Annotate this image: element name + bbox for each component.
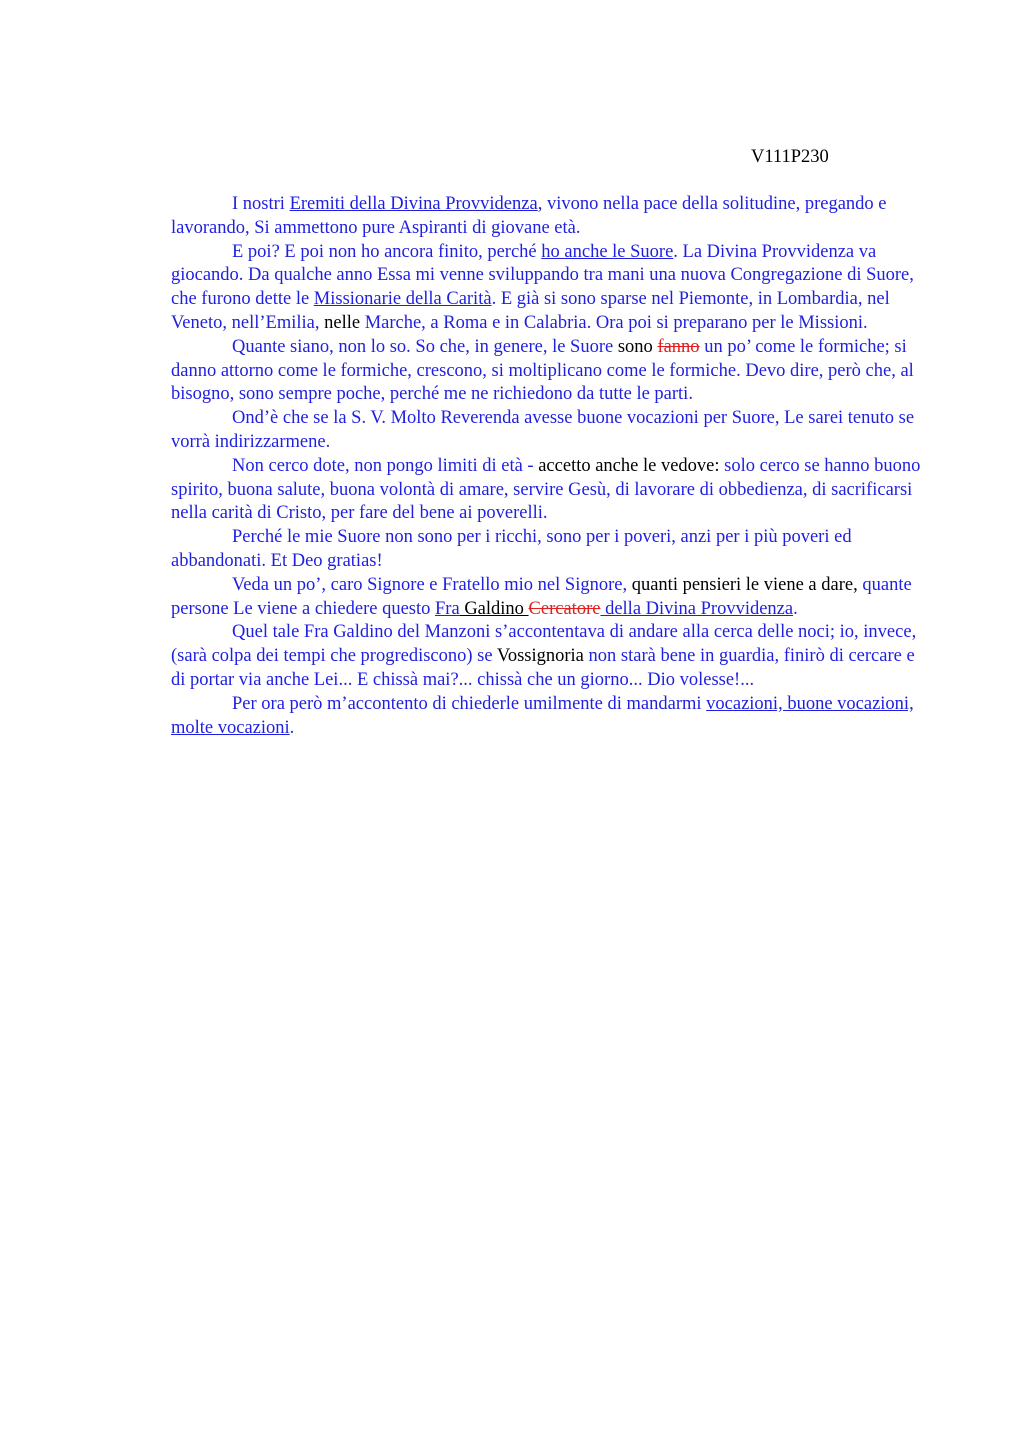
black-text: accetto anche le vedove: <box>538 455 720 476</box>
letter-body <box>171 193 931 740</box>
paragraph <box>171 193 931 241</box>
underlined-text: della Divina Provvidenza <box>600 598 794 619</box>
underlined-text: Eremiti della Divina Provvidenza <box>289 194 538 214</box>
underlined-text: Missionarie della Carità <box>313 289 492 310</box>
paragraph <box>171 455 931 526</box>
paragraph <box>171 407 931 455</box>
deleted-text: fanno <box>657 336 700 357</box>
page-identifier: V111P230 <box>751 147 829 167</box>
text-segment: un po’ come le formiche; si danno attorno come le formiche, crescono, si moltiplicano come le formiche. Devo dire, però che, al bisogno, sono sempre poche, perché me ne richiedono da tutte le parti. <box>171 336 914 405</box>
paragraph <box>171 574 931 622</box>
text-segment: . E già si sono sparse nel Piemonte, in Lombardia, nel Veneto, nell’Emilia, <box>171 289 890 333</box>
text-segment: Marche, a Roma e in Calabria. Ora poi si preparano per le Missioni. <box>360 312 868 333</box>
text-segment: non starà bene in guardia, finirò di cercare e di portar via anche Lei... E chissà mai?... chissà che un giorno... Dio volesse!... <box>171 646 915 690</box>
text-segment: Non cerco dote, non pongo limiti di età - <box>232 455 539 476</box>
text-segment: Perché le mie Suore non sono per i ricchi, sono per i poveri, anzi per i più poveri ed abbandonati. Et Deo gratias! <box>171 527 852 571</box>
text-segment: Ond’è che se la S. V. Molto Reverenda avesse buone vocazioni per Suore, Le sarei tenuto se vorrà indirizzarmene. <box>171 408 915 452</box>
paragraph <box>171 693 931 741</box>
text-segment: E poi? E poi non ho ancora finito, perché <box>232 241 542 262</box>
deleted-text: Cercatore <box>528 598 601 619</box>
text-segment: . <box>289 717 295 738</box>
text-segment: Quante siano, non lo so. So che, in genere, le Suore <box>232 336 618 357</box>
text-segment: , vivono nella pace della solitudine, pregando e lavorando, Si ammettono pure Aspiranti di giovane età. <box>171 194 887 238</box>
black-text: Vossignoria <box>496 646 584 667</box>
paragraph <box>171 526 931 574</box>
underlined-text: vocazioni, buone vocazioni, molte vocazioni <box>171 693 914 738</box>
paragraph <box>171 336 931 407</box>
underlined-black-text: Galdino <box>459 598 529 619</box>
text-segment: I nostri <box>232 194 290 214</box>
text-segment: Per ora però m’accontento di chiederle umilmente di mandarmi <box>232 693 707 714</box>
black-text: quanti pensieri le viene a dare, <box>631 574 858 595</box>
text-segment: Veda un po’, caro Signore e Fratello mio nel Signore, <box>232 574 632 595</box>
paragraph <box>171 621 931 692</box>
underlined-text: ho anche le Suore <box>541 241 674 262</box>
black-text: nelle <box>324 312 361 333</box>
black-text: sono <box>617 336 653 357</box>
text-segment: . <box>793 598 798 619</box>
paragraph <box>171 241 931 336</box>
text-segment: quante persone Le viene a chiedere questo <box>171 574 912 619</box>
text-segment: . La Divina Provvidenza va giocando. Da qualche anno Essa mi venne sviluppando tra mani una nuova Congregazione di Suore, che furono dette le <box>171 241 914 310</box>
text-segment: solo cerco se hanno buono spirito, buona salute, buona volontà di amare, servire Gesù, di lavorare di obbedienza, di sacrificarsi nella carità di Cristo, per fare del bene ai poverelli. <box>171 455 921 524</box>
underlined-text: Fra <box>435 598 460 619</box>
text-segment: Quel tale Fra Galdino del Manzoni s’accontentava di andare alla cerca delle noci; io, invece, (sarà colpa dei tempi che progrediscono) se <box>171 622 917 667</box>
